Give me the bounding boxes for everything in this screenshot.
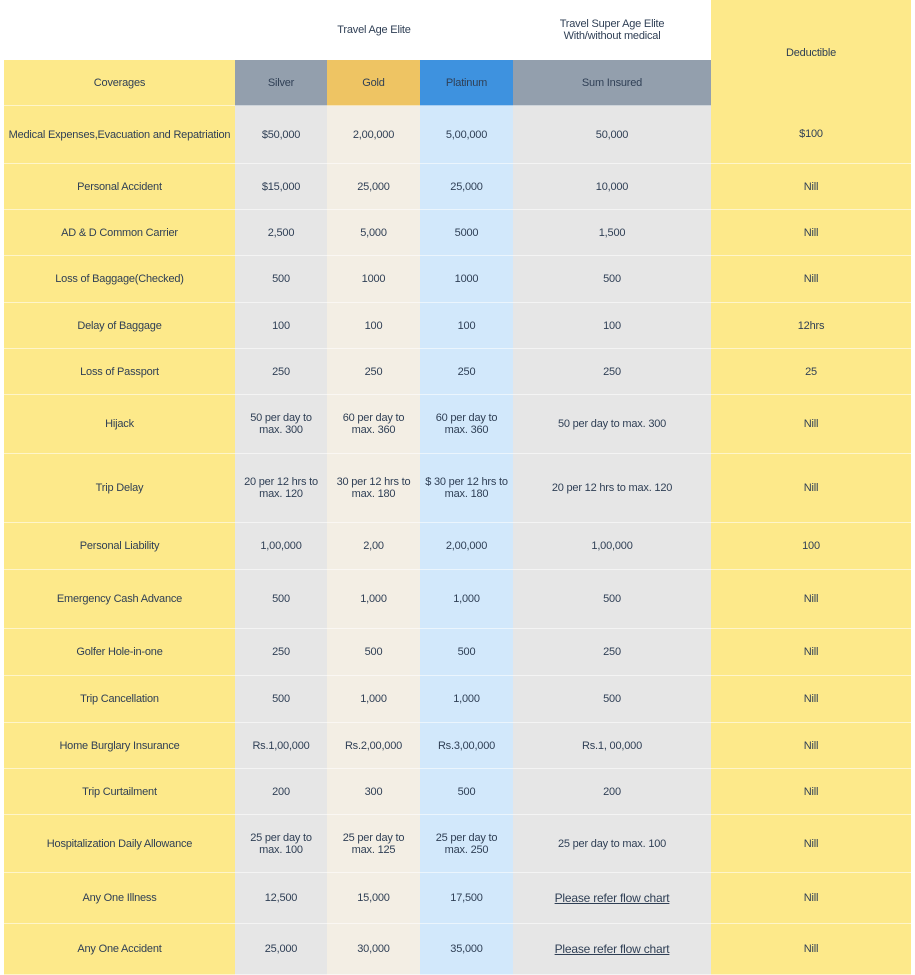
deductible-cell: Nill — [711, 815, 911, 873]
deductible-cell: Nill — [711, 676, 911, 723]
sum-insured-cell — [513, 924, 711, 975]
deductible-cell: $100 — [711, 106, 911, 164]
group-title-super-age-elite — [513, 0, 711, 60]
deductible-cell: Nill — [711, 454, 911, 523]
sum-insured-cell: 1,500 — [513, 210, 711, 256]
coverage-cell: Personal Liability — [4, 523, 235, 570]
deductible-cell: 12hrs — [711, 303, 911, 349]
sum-insured-cell: 50,000 — [513, 106, 711, 164]
silver-cell: 25 per day to max. 100 — [235, 815, 327, 873]
coverage-cell: AD & D Common Carrier — [4, 210, 235, 256]
sum-insured-cell: 500 — [513, 256, 711, 303]
deductible-cell: 100 — [711, 523, 911, 570]
silver-cell: 2,500 — [235, 210, 327, 256]
silver-cell: 100 — [235, 303, 327, 349]
gold-cell: 30 per 12 hrs to max. 180 — [327, 454, 420, 523]
table-row — [4, 349, 911, 395]
deductible-header: Deductible — [711, 0, 911, 106]
gold-cell: 250 — [327, 349, 420, 395]
gold-cell: 5,000 — [327, 210, 420, 256]
gold-cell: 1,000 — [327, 676, 420, 723]
coverage-cell: Personal Accident — [4, 164, 235, 210]
silver-cell: 500 — [235, 570, 327, 629]
platinum-cell: 500 — [420, 629, 513, 676]
coverage-cell: Golfer Hole-in-one — [4, 629, 235, 676]
gold-cell: 2,00 — [327, 523, 420, 570]
platinum-cell: 1,000 — [420, 676, 513, 723]
sum-insured-cell: 200 — [513, 769, 711, 815]
platinum-cell: 60 per day to max. 360 — [420, 395, 513, 454]
silver-cell: 50 per day to max. 300 — [235, 395, 327, 454]
gold-cell: 25,000 — [327, 164, 420, 210]
deductible-cell: Nill — [711, 723, 911, 769]
silver-cell: Rs.1,00,000 — [235, 723, 327, 769]
coverage-table — [4, 0, 911, 975]
coverage-cell: Home Burglary Insurance — [4, 723, 235, 769]
silver-header: Silver — [235, 60, 327, 106]
table-row — [4, 106, 911, 164]
deductible-cell: Nill — [711, 924, 911, 975]
gold-cell: 500 — [327, 629, 420, 676]
silver-cell: 20 per 12 hrs to max. 120 — [235, 454, 327, 523]
coverage-cell: Trip Cancellation — [4, 676, 235, 723]
platinum-cell: 25,000 — [420, 164, 513, 210]
table-row — [4, 629, 911, 676]
platinum-cell: 5000 — [420, 210, 513, 256]
table-row — [4, 924, 911, 975]
coverage-cell: Delay of Baggage — [4, 303, 235, 349]
group-title-travel-age-elite: Travel Age Elite — [235, 0, 513, 60]
coverages-header: Coverages — [4, 60, 235, 106]
platinum-cell: Rs.3,00,000 — [420, 723, 513, 769]
coverage-cell: Any One Accident — [4, 924, 235, 975]
gold-cell: 100 — [327, 303, 420, 349]
table-row — [4, 210, 911, 256]
coverage-cell: Hijack — [4, 395, 235, 454]
table-row — [4, 303, 911, 349]
table-row — [4, 873, 911, 924]
table-row — [4, 523, 911, 570]
table-row — [4, 570, 911, 629]
platinum-cell: 35,000 — [420, 924, 513, 975]
sum-insured-cell: 10,000 — [513, 164, 711, 210]
gold-cell: 25 per day to max. 125 — [327, 815, 420, 873]
sum-insured-cell: 250 — [513, 349, 711, 395]
gold-cell: 15,000 — [327, 873, 420, 924]
table-row — [4, 395, 911, 454]
silver-cell: 200 — [235, 769, 327, 815]
sum-insured-cell: 20 per 12 hrs to max. 120 — [513, 454, 711, 523]
deductible-cell: Nill — [711, 164, 911, 210]
silver-cell: 250 — [235, 349, 327, 395]
table-row — [4, 454, 911, 523]
sum-insured-cell: 500 — [513, 676, 711, 723]
deductible-cell: Nill — [711, 873, 911, 924]
silver-cell: 500 — [235, 256, 327, 303]
deductible-cell: Nill — [711, 629, 911, 676]
sum-insured-header: Sum Insured — [513, 60, 711, 106]
flow-chart-link[interactable]: Please refer flow chart — [554, 890, 670, 905]
gold-header: Gold — [327, 60, 420, 106]
platinum-cell: 500 — [420, 769, 513, 815]
group-header-row — [4, 0, 911, 60]
platinum-cell: 1,000 — [420, 570, 513, 629]
deductible-cell: Nill — [711, 570, 911, 629]
sum-insured-cell: 1,00,000 — [513, 523, 711, 570]
platinum-cell: 17,500 — [420, 873, 513, 924]
sum-insured-cell: Rs.1, 00,000 — [513, 723, 711, 769]
gold-cell: Rs.2,00,000 — [327, 723, 420, 769]
platinum-header: Platinum — [420, 60, 513, 106]
platinum-cell: 5,00,000 — [420, 106, 513, 164]
coverage-cell: Trip Delay — [4, 454, 235, 523]
group-title-super-line2: With/without medical — [563, 30, 661, 42]
silver-cell: 500 — [235, 676, 327, 723]
platinum-cell: 250 — [420, 349, 513, 395]
gold-cell: 1,000 — [327, 570, 420, 629]
silver-cell: 1,00,000 — [235, 523, 327, 570]
sum-insured-cell: 50 per day to max. 300 — [513, 395, 711, 454]
deductible-cell: Nill — [711, 769, 911, 815]
sum-insured-cell — [513, 873, 711, 924]
silver-cell: 12,500 — [235, 873, 327, 924]
deductible-cell: Nill — [711, 210, 911, 256]
coverage-cell: Medical Expenses,Evacuation and Repatriation — [4, 106, 235, 164]
platinum-cell: $ 30 per 12 hrs to max. 180 — [420, 454, 513, 523]
coverage-cell: Any One Illness — [4, 873, 235, 924]
platinum-cell: 2,00,000 — [420, 523, 513, 570]
table-row — [4, 676, 911, 723]
table-row — [4, 815, 911, 873]
deductible-cell: Nill — [711, 395, 911, 454]
coverage-cell: Trip Curtailment — [4, 769, 235, 815]
gold-cell: 2,00,000 — [327, 106, 420, 164]
platinum-cell: 100 — [420, 303, 513, 349]
sum-insured-cell: 25 per day to max. 100 — [513, 815, 711, 873]
header-blank — [4, 0, 235, 60]
table-row — [4, 769, 911, 815]
deductible-cell: 25 — [711, 349, 911, 395]
platinum-cell: 1000 — [420, 256, 513, 303]
sum-insured-cell: 500 — [513, 570, 711, 629]
gold-cell: 60 per day to max. 360 — [327, 395, 420, 454]
platinum-cell: 25 per day to max. 250 — [420, 815, 513, 873]
coverage-cell: Emergency Cash Advance — [4, 570, 235, 629]
sum-insured-cell: 250 — [513, 629, 711, 676]
table-row — [4, 723, 911, 769]
deductible-cell: Nill — [711, 256, 911, 303]
coverage-cell: Loss of Passport — [4, 349, 235, 395]
silver-cell: $15,000 — [235, 164, 327, 210]
coverage-cell: Loss of Baggage(Checked) — [4, 256, 235, 303]
group-title-super-line1: Travel Super Age Elite — [559, 18, 665, 30]
silver-cell: $50,000 — [235, 106, 327, 164]
gold-cell: 1000 — [327, 256, 420, 303]
silver-cell: 250 — [235, 629, 327, 676]
flow-chart-link[interactable]: Please refer flow chart — [554, 941, 670, 956]
silver-cell: 25,000 — [235, 924, 327, 975]
table-row — [4, 164, 911, 210]
sum-insured-cell: 100 — [513, 303, 711, 349]
table-row — [4, 256, 911, 303]
gold-cell: 300 — [327, 769, 420, 815]
coverage-cell: Hospitalization Daily Allowance — [4, 815, 235, 873]
gold-cell: 30,000 — [327, 924, 420, 975]
